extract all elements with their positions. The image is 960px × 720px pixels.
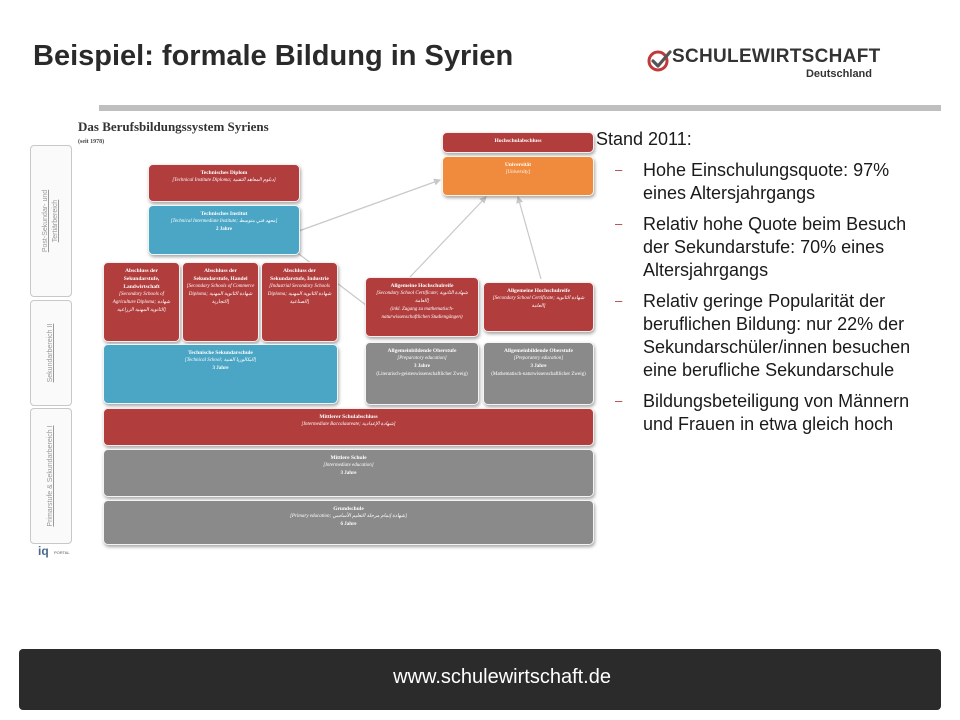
box-title: Allgemeine Hochschulreife (507, 288, 570, 294)
box-sub: [Technical Intermediate Institute; معهد فني متوسط] (170, 219, 278, 224)
box-sub: [Industrial Secondary Schools Diploma; شهادة الثانوية المهنية الصناعية] (267, 284, 332, 305)
box-sub: [Secondary Schools of Commerce Diploma; شهادة الثانوية المهنية التجارية] (186, 284, 255, 305)
bullet-list (596, 159, 926, 436)
box-title: Allgemeinbildende Oberstufe (504, 348, 573, 354)
box-grundschule (103, 500, 594, 545)
slide-title: Beispiel: formale Bildung in Syrien (33, 40, 514, 72)
list-item (596, 290, 926, 382)
box-sub: [Primary education; شهادة إتمام مرحلة التعليم الأساسي] (289, 514, 408, 519)
iq-portal-text: PORTAL (54, 550, 70, 555)
list-item (596, 213, 926, 282)
arrow-hsr1-to-university (410, 197, 486, 277)
checkmark-icon (646, 48, 672, 74)
box-title: Technisches Diplom (200, 170, 248, 176)
side-label-post-line2: Tertiärbereich (52, 199, 59, 243)
box-hochschulreife-2 (483, 282, 594, 332)
diagram-title: Das Berufsbildungssystem Syriens (78, 119, 269, 134)
box-title: Mittlerer Schulabschluss (319, 414, 378, 420)
box-mittlere-schule (103, 449, 594, 497)
box-sub: [Intermediate Baccalaureate; شهادة الإعدادية] (301, 422, 396, 427)
dash-icon: – (615, 293, 623, 308)
box-techn-sekundarschule (103, 344, 338, 404)
box-duration: 6 Jahre (340, 522, 357, 527)
schulewirtschaft-logo (646, 46, 882, 86)
box-title: Universität (504, 162, 532, 168)
dash-icon: – (615, 162, 623, 177)
box-techn-diplom (148, 164, 300, 202)
box-duration: 3 Jahre (530, 364, 547, 369)
box-title: Mittlere Schule (330, 455, 367, 461)
box-title: Grundschule (333, 506, 364, 512)
box-note: (Literarisch-geisteswissenschaftlicher Zweig) (376, 372, 468, 377)
box-sub: [Secondary School Certificate; شهادة الثانوية العامة] (492, 296, 585, 309)
box-sub: [Secondary School Certificate; شهادة الثانوية العامة] (376, 291, 468, 304)
box-title: Hochschulabschluss (494, 138, 542, 144)
box-hochschulreife-1 (365, 277, 479, 337)
box-sub: [Technical Institute Diploma; دبلوم المعاهد التقنية] (172, 178, 276, 183)
iq-portal-logo (38, 544, 78, 560)
education-system-diagram (28, 112, 608, 572)
box-sub: [University] (505, 170, 531, 175)
box-hochschulabschluss (442, 132, 594, 153)
info-text (596, 128, 926, 444)
arrow-hsr2-to-university (518, 197, 541, 279)
list-item (596, 390, 926, 436)
box-title: Abschluss der Sekundarstufe, Industrie (270, 268, 329, 282)
box-sub: [Technical School; البكالوريا الفنية] (184, 358, 257, 363)
box-note: (inkl. Zugang zu mathematisch-naturwissenschaftlichen Studiengängen) (381, 307, 463, 320)
footer-bar (19, 649, 941, 710)
diagram-since: (seit 1978) (78, 139, 105, 145)
box-title: Allgemeine Hochschulreife (390, 283, 454, 289)
box-oberstufe-2 (483, 342, 594, 405)
bullet-text: Relativ geringe Popularität der beruflichen Bildung: nur 22% der Sekundarschüler/innen besuchen eine berufliche Sekundarschule (643, 291, 911, 380)
dash-icon: – (615, 216, 623, 231)
dash-icon: – (615, 393, 623, 408)
box-abschluss-landwirtschaft (103, 262, 180, 342)
box-note: (Mathematisch-naturwissenschaftlicher Zweig) (491, 372, 586, 377)
iq-portal-mark: iq (38, 544, 49, 558)
list-item (596, 159, 926, 205)
box-mittlerer-abschluss (103, 408, 594, 446)
box-universitaet (442, 156, 594, 196)
arrow-institute-to-university (296, 180, 440, 232)
logo-subtitle: Deutschland (805, 68, 872, 80)
title-divider (99, 105, 941, 111)
box-duration: 3 Jahre (414, 364, 430, 369)
box-abschluss-handel (182, 262, 259, 342)
box-title: Abschluss der Sekundarstufe, Landwirtschaft (123, 268, 160, 290)
box-title: Allgemeinbildende Oberstufe (387, 348, 457, 354)
box-title: Technisches Institut (200, 211, 248, 217)
box-title: Technische Sekundarschule (188, 350, 253, 356)
box-duration: 2 Jahre (216, 227, 232, 232)
bullet-text: Relativ hohe Quote beim Besuch der Sekundarstufe: 70% eines Altersjahrgangs (643, 214, 907, 280)
box-duration: 3 Jahre (212, 366, 229, 371)
box-abschluss-industrie (261, 262, 338, 342)
box-sub: [Secondary Schools of Agriculture Diploma; شهادة الثانوية المهنية الزراعية] (112, 292, 171, 313)
box-sub: [Preparatory education] (513, 356, 564, 361)
box-oberstufe-1 (365, 342, 479, 405)
side-label-sek-text: Sekundarbereich II (47, 323, 54, 383)
box-duration: 3 Jahre (340, 471, 357, 476)
logo-brand: SCHULEWIRTSCHAFT (672, 46, 881, 67)
box-techn-institut (148, 205, 300, 255)
bullet-text: Bildungsbeteiligung von Männern und Frauen in etwa gleich hoch (643, 391, 910, 434)
box-sub: [Preparatory education] (397, 356, 447, 361)
side-label-prim-text: Primarstufe & Sekundarbereich I (47, 425, 54, 527)
bullet-text: Hohe Einschulungsquote: 97% eines Altersjahrgangs (643, 160, 890, 203)
box-title: Abschluss der Sekundarstufe, Handel (193, 268, 248, 282)
stand-label: Stand 2011: (596, 129, 692, 149)
footer-url-link[interactable]: www.schulewirtschaft.de (393, 666, 611, 688)
box-sub: [Intermediate education] (323, 463, 374, 468)
side-label-post-line1: Post-Sekundar- und (42, 189, 49, 253)
